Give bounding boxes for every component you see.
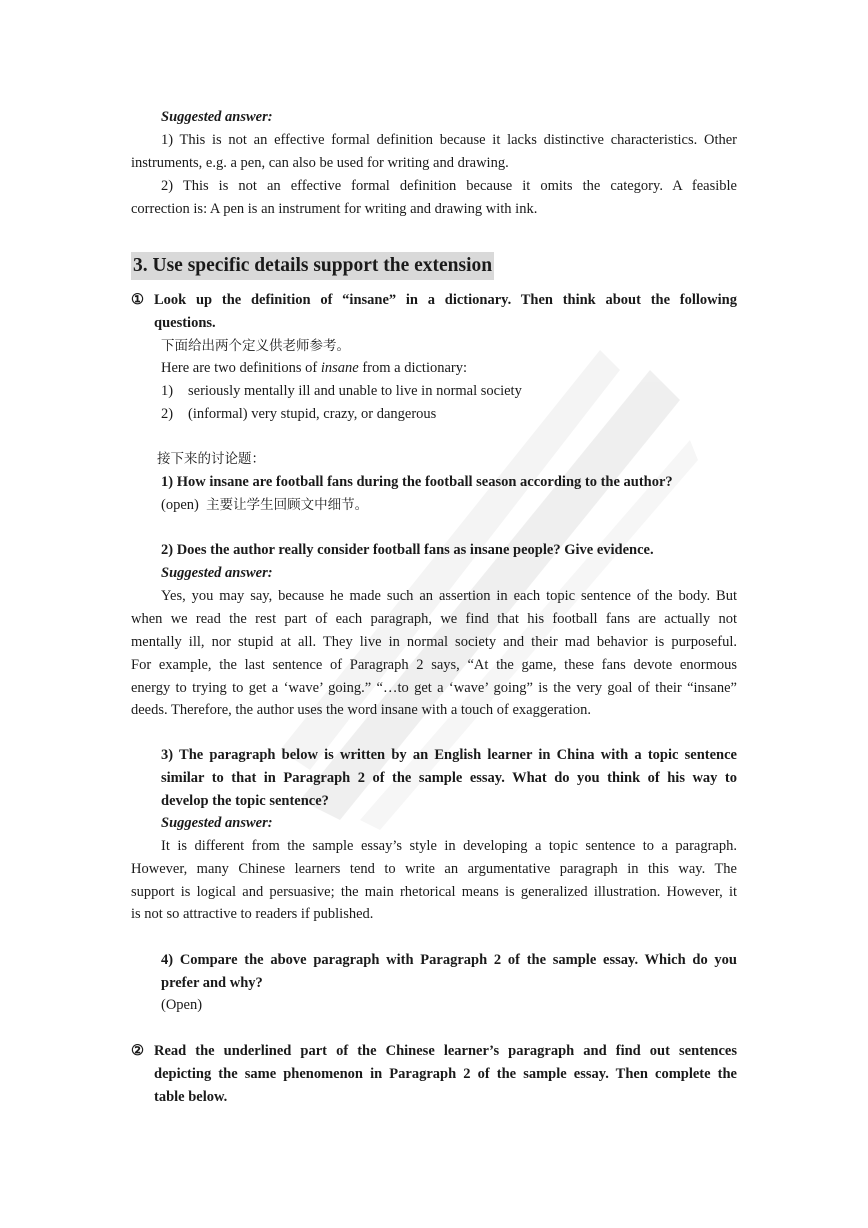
question-1-answer-cn: 主要让学生回顾文中细节。 <box>206 497 369 513</box>
answer-2-line-1: 2) This is not an effective formal definition because it omits the category. A feasible <box>161 178 737 194</box>
task-1-line-1: Look up the definition of “insane” in a dictionary. Then think about the following <box>154 292 737 308</box>
question-2-answer-line-4: For example, the last sentence of Paragraph 2 says, “At the game, these fans devote enormous <box>131 657 737 673</box>
task-2-line-2: depicting the same phenomenon in Paragraph 2 of the sample essay. Then complete the <box>154 1066 737 1082</box>
question-2-answer-line-1: Yes, you may say, because he made such an assertion in each topic sentence of the body. But <box>161 588 737 604</box>
question-2-answer-line-5: energy to trying to get a ‘wave’ going.” “…to get a ‘wave’ going” is the very goal of their “insane” <box>131 680 737 696</box>
definitions-intro-text: Here are two definitions of <box>161 360 321 376</box>
question-3-line-2: similar to that in Paragraph 2 of the sample essay. What do you think of his way to <box>161 770 737 786</box>
definition-1-text: seriously mentally ill and unable to live in normal society <box>188 383 522 399</box>
teacher-note-cn: 下面给出两个定义供老师参考。 <box>161 338 350 354</box>
question-1-answer-open: (open) <box>161 497 199 513</box>
answer-1-line-1: 1) This is not an effective formal definition because it lacks distinctive characteristics. Other <box>161 132 737 148</box>
definition-2-text: (informal) very stupid, crazy, or dangerous <box>188 406 437 422</box>
answer-2-line-2: correction is: A pen is an instrument for writing and drawing with ink. <box>131 201 538 217</box>
task-1-line-2: questions. <box>154 315 216 331</box>
section-heading: 3. Use specific details support the extension <box>131 252 494 280</box>
question-3-answer-line-3: support is logical and persuasive; the main rhetorical means is generalized illustration. However, it <box>131 884 737 900</box>
task-1-marker: ① <box>131 292 144 308</box>
discussion-heading-cn: 接下来的讨论题： <box>157 451 265 467</box>
question-2-answer-line-6: deeds. Therefore, the author uses the word insane with a touch of exaggeration. <box>131 702 591 718</box>
question-4-line-1: 4) Compare the above paragraph with Paragraph 2 of the sample essay. Which do you <box>161 952 737 968</box>
definition-1-number: 1) <box>161 383 174 399</box>
definitions-intro-word: insane <box>320 360 359 376</box>
question-3-answer-line-2: However, many Chinese learners tend to write an argumentative paragraph in this way. The <box>131 861 737 877</box>
answer-1-line-2: instruments, e.g. a pen, can also be used for writing and drawing. <box>131 155 509 171</box>
question-1-answer <box>161 494 767 517</box>
question-3-answer-label: Suggested answer: <box>161 815 273 831</box>
question-2-answer-line-3: mentally ill, nor stupid at all. They live in normal society and their mad behavior is purposeful. <box>131 634 737 650</box>
question-2-answer-label: Suggested answer: <box>161 565 273 581</box>
question-4-line-2: prefer and why? <box>161 975 263 991</box>
question-2-answer-line-2: when we read the rest part of each paragraph, we find that his football fans are actually not <box>131 611 737 627</box>
definition-2-number: 2) <box>161 406 174 422</box>
task-2-marker: ② <box>131 1043 144 1059</box>
question-3-answer-line-4: is not so attractive to readers if published. <box>131 906 374 922</box>
question-1: 1) How insane are football fans during the football season according to the author? <box>161 474 673 490</box>
task-2-line-1: Read the underlined part of the Chinese learner’s paragraph and find out sentences <box>154 1043 737 1059</box>
suggested-answer-label: Suggested answer: <box>161 109 273 125</box>
question-4-answer: (Open) <box>161 997 203 1013</box>
question-3-answer-line-1: It is different from the sample essay’s style in developing a topic sentence to a paragraph. <box>161 838 737 854</box>
question-3-line-3: develop the topic sentence? <box>161 793 329 809</box>
task-2-line-3: table below. <box>154 1089 228 1105</box>
question-3-line-1: 3) The paragraph below is written by an English learner in China with a topic sentence <box>161 747 737 763</box>
definitions-intro <box>161 357 767 380</box>
definitions-intro-end: from a dictionary: <box>358 360 468 376</box>
question-2: 2) Does the author really consider football fans as insane people? Give evidence. <box>161 542 654 558</box>
